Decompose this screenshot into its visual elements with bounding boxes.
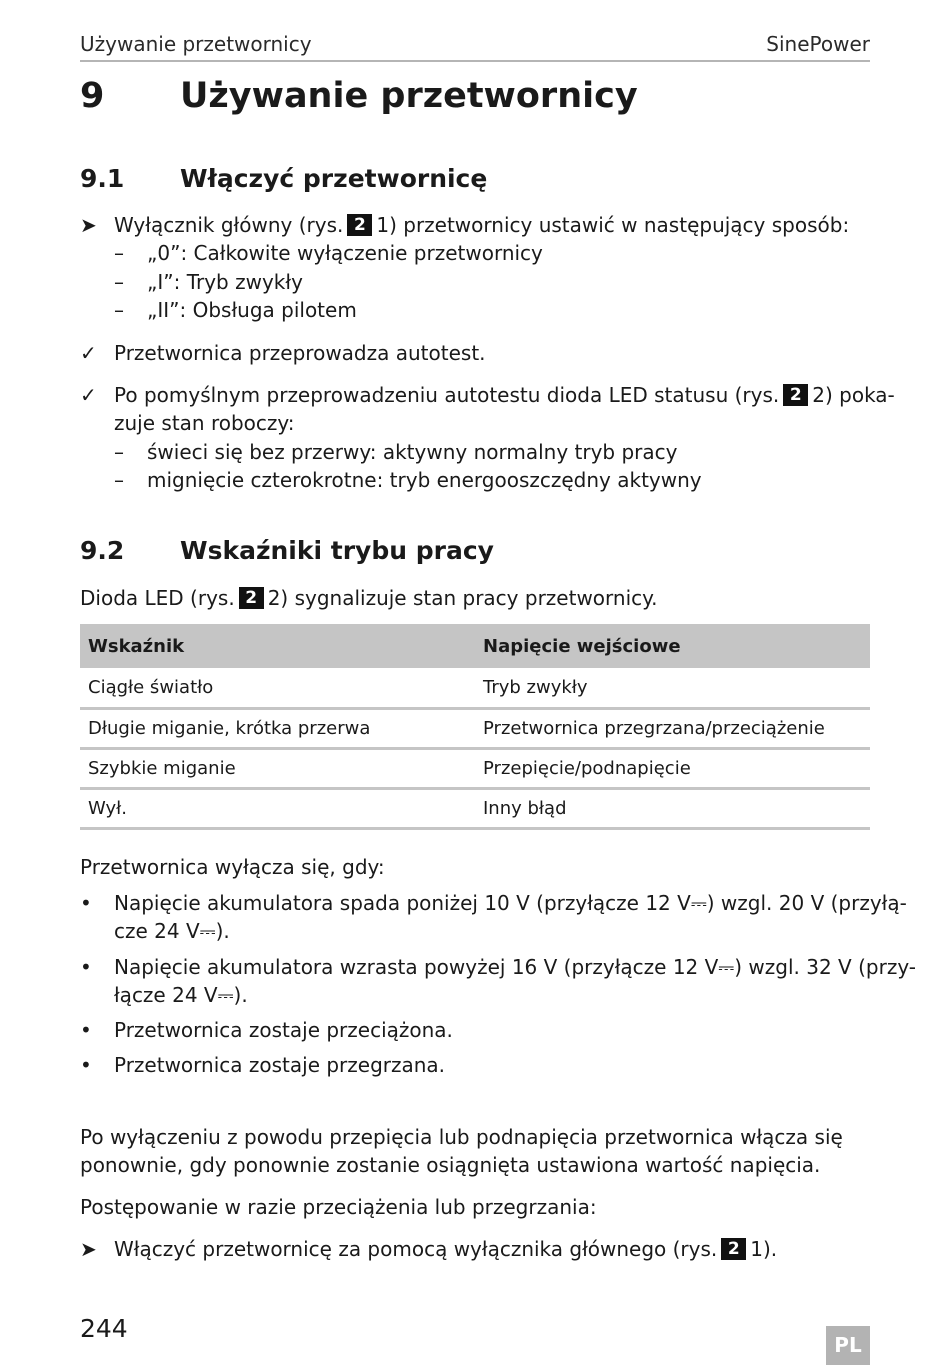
page-number: 244: [80, 1314, 128, 1343]
shutdown-intro: Przetwornica wyłącza się, gdy:: [80, 855, 385, 879]
bullet-icon: •: [80, 891, 92, 915]
check-mark-icon: ✓: [80, 341, 97, 365]
table-row: Wył. Inny błąd: [80, 788, 870, 828]
column-header: Napięcie wejściowe: [475, 624, 870, 668]
language-tab: PL: [826, 1326, 870, 1365]
section-title: Włączyć przetwornicę: [180, 164, 488, 193]
section-number: 9.2: [80, 536, 125, 565]
bullet-icon: •: [80, 1053, 92, 1077]
arrow-marker-icon: ➤: [80, 1237, 97, 1261]
paragraph-continuation: ponownie, gdy ponownie zostanie osiągnięta ustawiona wartość napięcia.: [80, 1153, 821, 1177]
chapter-title: Używanie przetwornicy: [180, 76, 638, 116]
section-number: 9.1: [80, 164, 125, 193]
bullet-icon: •: [80, 1018, 92, 1042]
column-header: Wskaźnik: [80, 624, 475, 668]
section-title: Wskaźniki trybu pracy: [180, 536, 494, 565]
table-header-row: [80, 624, 870, 668]
check-mark-icon: ✓: [80, 383, 97, 407]
figure-ref-badge: 2: [783, 384, 808, 406]
chapter-number: 9: [80, 76, 105, 116]
indicator-table: [80, 624, 870, 830]
header-chapter-title: Używanie przetwornicy: [80, 32, 312, 56]
header-product-name: SinePower: [766, 32, 870, 56]
table-row: Ciągłe światło Tryb zwykły: [80, 668, 870, 708]
arrow-marker-icon: ➤: [80, 213, 97, 237]
table-row: Szybkie miganie Przepięcie/podnapięcie: [80, 748, 870, 788]
paragraph: Po wyłączeniu z powodu przepięcia lub podnapięcia przetwornica włącza się: [80, 1125, 843, 1149]
paragraph: Postępowanie w razie przeciążenia lub przegrzania:: [80, 1195, 597, 1219]
figure-ref-badge: 2: [721, 1238, 746, 1260]
figure-ref-badge: 2: [239, 587, 264, 609]
bullet-icon: •: [80, 955, 92, 979]
intro-paragraph: Dioda LED (rys. 2 2) sygnalizuje stan pracy przetwornicy.: [80, 586, 658, 610]
table-row: Długie miganie, krótka przerwa Przetwornica przegrzana/przeciążenie: [80, 708, 870, 748]
figure-ref-badge: 2: [347, 214, 372, 236]
running-header: [80, 30, 870, 62]
